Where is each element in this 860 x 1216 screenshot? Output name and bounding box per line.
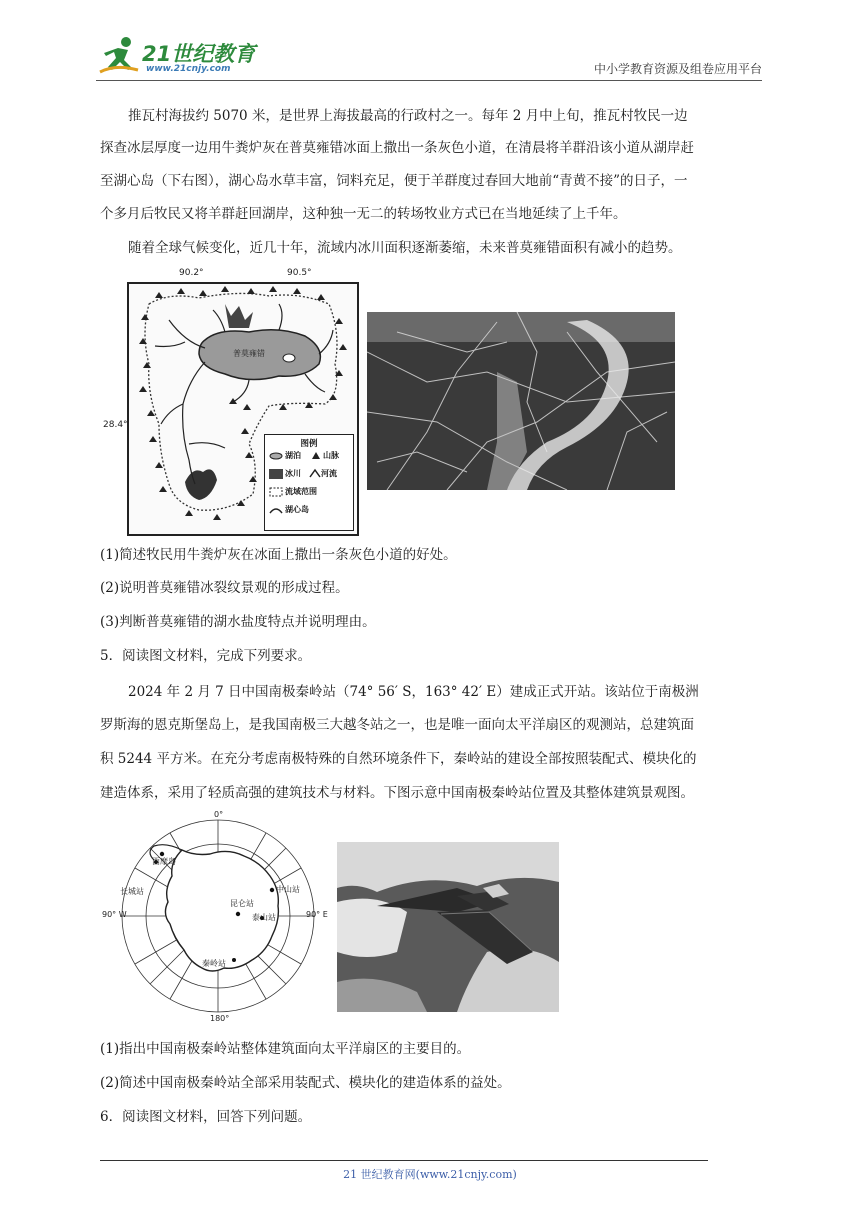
legend-island: 湖心岛 (285, 505, 309, 514)
island-icon (269, 506, 283, 514)
site-logo[interactable] (96, 34, 266, 80)
station-kunlun: 昆仑站 (230, 899, 254, 908)
paragraph-line: 建造体系，采用了轻质高强的建筑技术与材料。下图示意中国南极秦岭站位置及其整体建筑景观图。 (100, 785, 694, 801)
legend-title: 图例 (300, 439, 318, 449)
latitude-label: 28.4° (103, 420, 128, 430)
platform-name: 中小学教育资源及组卷应用平台 (593, 62, 762, 76)
legend-lake: 湖泊 (285, 451, 301, 460)
legend-boundary: 流域范围 (285, 487, 317, 496)
paragraph-line: 个多月后牧民又将羊群赶回湖岸，这种独一无二的转场牧业方式已在当地延续了上千年。 (100, 206, 627, 222)
station-great-wall: 长城站 (120, 887, 144, 896)
page-header (96, 34, 762, 80)
longitude-label-right: 90.5° (287, 268, 312, 278)
question-5-title: 5．阅读图文材料，完成下列要求。 (100, 648, 312, 664)
lake-label: 普莫雍错 (233, 349, 265, 358)
paragraph-line: 至湖心岛（下右图），湖心岛水草丰富，饲料充足，便于羊群度过春回大地前“青黄不接”的日子，一 (100, 173, 688, 189)
question-1: (1)简述牧民用牛粪炉灰在冰面上撒出一条灰色小道的好处。 (100, 547, 457, 563)
question-1: (1)指出中国南极秦岭站整体建筑面向太平洋扇区的主要目的。 (100, 1041, 471, 1057)
question-2: (2)说明普莫雍错冰裂纹景观的形成过程。 (100, 580, 349, 596)
runner-logo-icon (96, 34, 142, 76)
station-taishan: 泰山站 (252, 913, 276, 922)
ice-crack-image (367, 312, 675, 490)
river-icon (309, 468, 321, 478)
glacier-icon (269, 469, 283, 479)
meridian-0-label: 0° (214, 810, 224, 819)
paragraph-line: 2024 年 2 月 7 日中国南极秦岭站（74° 56′ S，163° 42′ E）建成正式开站。该站位于南极洲 (128, 684, 699, 700)
legend-glacier: 冰川 (285, 469, 301, 478)
footer-divider (100, 1160, 708, 1161)
station-qinling: 秦岭站 (202, 959, 226, 968)
station-aerial-image (337, 842, 559, 1012)
lake-icon (269, 452, 283, 460)
question-3: (3)判断普莫雍错的湖水盐度特点并说明理由。 (100, 614, 376, 630)
paragraph-line: 探查冰层厚度一边用牛粪炉灰在普莫雍错冰面上撒出一条灰色小道，在清晨将羊群沿该小道从湖岸赶 (100, 140, 694, 156)
header-divider (96, 80, 762, 81)
footer-link[interactable]: 21 世纪教育网(www.21cnjy.com) (343, 1168, 517, 1181)
paragraph-line: 随着全球气候变化，近几十年，流域内冰川面积逐渐萎缩，未来普莫雍错面积有减小的趋势。 (128, 240, 682, 256)
lake-basin-map (103, 268, 359, 536)
paragraph-line: 推瓦村海拔约 5070 米，是世界上海拔最高的行政村之一。每年 2 月中上旬，推瓦村牧民一边 (128, 108, 688, 124)
meridian-180-label: 180° (210, 1014, 230, 1023)
question-6-title: 6．阅读图文材料，回答下列问题。 (100, 1109, 312, 1125)
mountain-icon (311, 451, 321, 460)
legend-mountain: 山脉 (323, 451, 339, 460)
antarctica-polar-map (102, 810, 328, 1025)
boundary-icon (269, 487, 283, 497)
meridian-90e-label: 90° E (306, 910, 328, 919)
paragraph-line: 积 5244 平方米。在充分考虑南极特殊的自然环境条件下，秦岭站的建设全部按照装配式、模块化的 (100, 751, 697, 767)
ice-crack-photo (367, 312, 675, 490)
question-2: (2)简述中国南极秦岭站全部采用装配式、模块化的建造体系的益处。 (100, 1075, 511, 1091)
paragraph-line: 罗斯海的恩克斯堡岛上，是我国南极三大越冬站之一，也是唯一面向太平洋扇区的观测站，总建筑面 (100, 717, 694, 733)
longitude-label-left: 90.2° (179, 268, 204, 278)
logo-text: 21世纪教育 (142, 42, 256, 66)
logo-url: www.21cnjy.com (146, 64, 231, 74)
station-seymour: 西摩岛 (152, 857, 176, 866)
qinling-station-photo (337, 842, 559, 1012)
map-legend (264, 434, 354, 531)
meridian-90w-label: 90° W (102, 910, 127, 919)
station-zhongshan: 中山站 (276, 885, 300, 894)
polar-map-drawing (110, 810, 325, 1025)
legend-river: 河流 (321, 469, 337, 478)
